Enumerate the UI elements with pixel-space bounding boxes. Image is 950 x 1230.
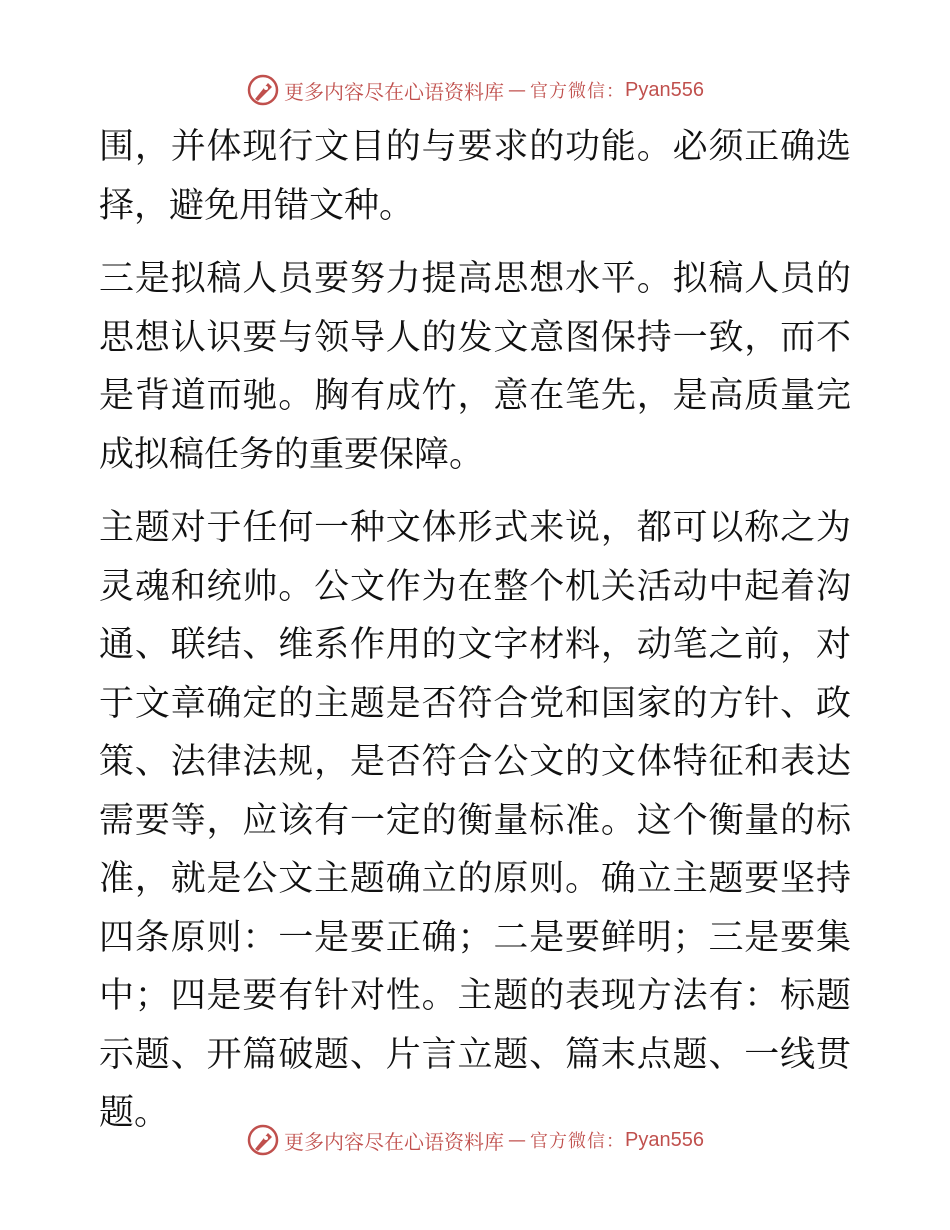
banner-account: Pyan556 [625,1128,704,1151]
paragraph-2: 三是拟稿人员要努力提高思想水平。拟稿人员的思想认识要与领导人的发文意图保持一致，而不是背道而驰。胸有成竹，意在笔先，是高质量完成拟稿任务的重要保障。 [99,259,851,475]
header-banner [0,70,950,110]
document-body [99,118,851,1143]
paragraph-1: 围，并体现行文目的与要求的功能。必须正确选择，避免用错文种。 [99,127,851,226]
banner-text: 更多内容尽在心语资料库 [284,1129,505,1154]
banner-separator: — [508,79,527,101]
banner-separator: — [508,1129,527,1151]
banner-account: Pyan556 [625,78,704,101]
banner-brand: 官方微信： [530,1131,626,1152]
banner-text: 更多内容尽在心语资料库 [284,79,505,104]
footer-banner [0,1120,950,1160]
paragraph-3: 主题对于任何一种文体形式来说，都可以称之为灵魂和统帅。公文作为在整个机关活动中起着沟通、联结、维系作用的文字材料，动笔之前，对于文章确定的主题是否符合党和国家的方针、政策、法律法规，是否符合公文的文体特征和表达需要等，应该有一定的衡量标准。这个衡量的标准，就是公文主题确立的原则。确立主题要坚持四条原则：一是要正确；二是要鲜明；三是要集中；四是要有针对性。主题的表现方法有：标题示题、开篇破题、片言立题、篇末点题、一线贯题。 [99,508,851,1133]
banner-brand: 官方微信： [530,81,626,102]
pen-nib-logo-icon [246,73,280,107]
pen-nib-logo-icon [246,1123,280,1157]
